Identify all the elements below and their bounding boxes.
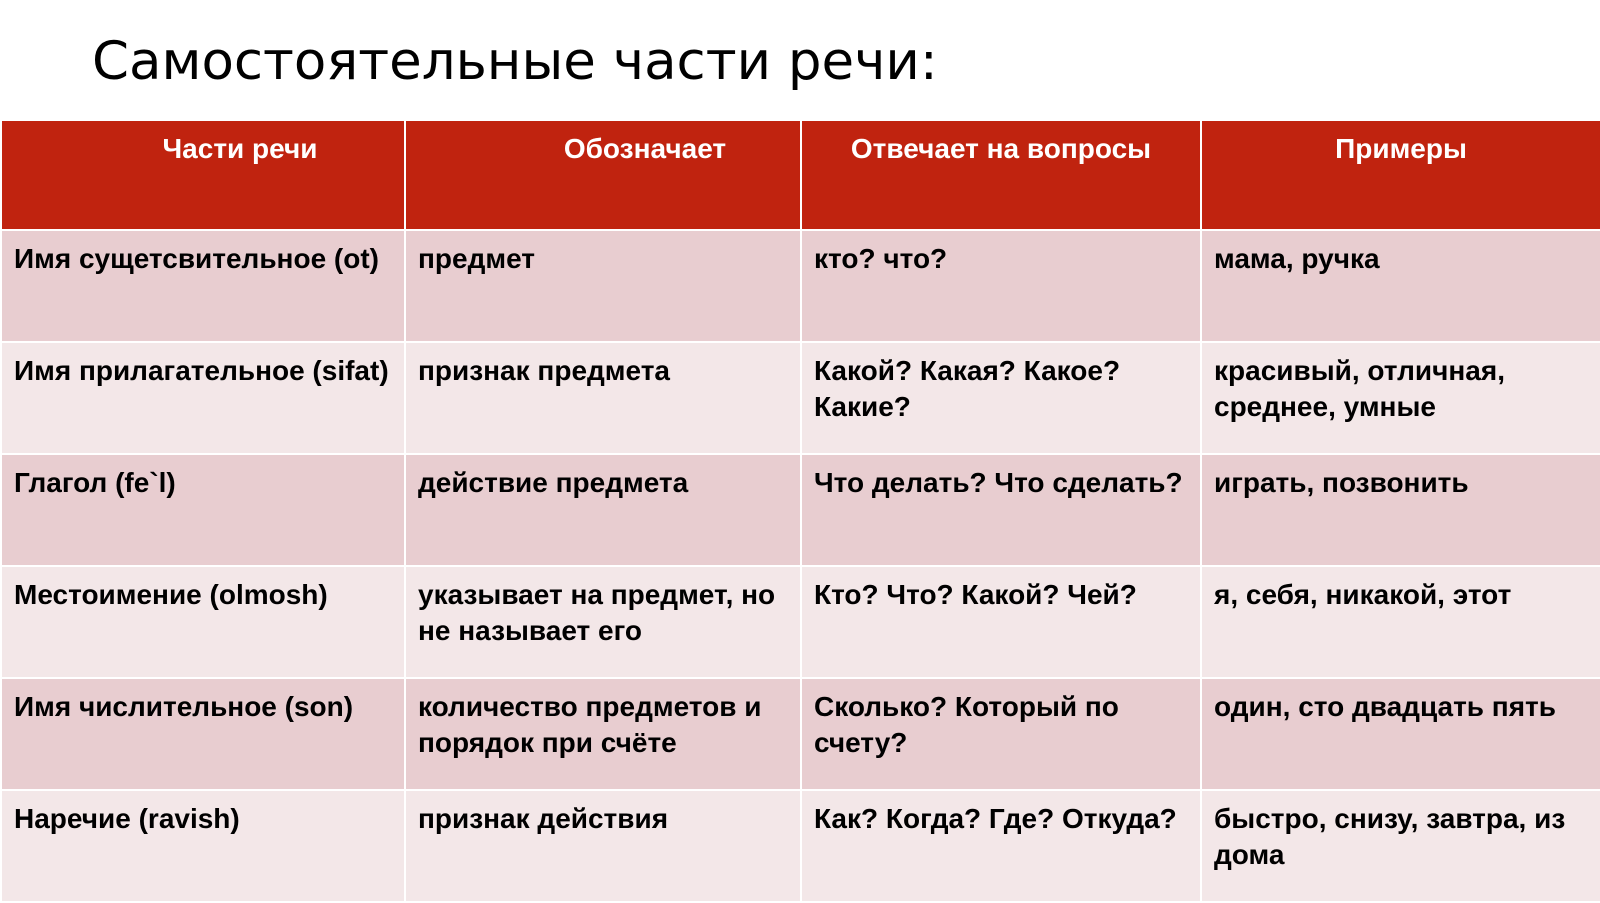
table-row — [1, 230, 1600, 342]
cell-meaning: количество предметов и порядок при счёте — [405, 678, 801, 790]
table-header-row — [1, 120, 1600, 230]
table-row — [1, 678, 1600, 790]
table-row — [1, 454, 1600, 566]
table-row — [1, 790, 1600, 902]
cell-part-of-speech: Имя числительное (son) — [1, 678, 405, 790]
cell-questions: Кто? Что? Какой? Чей? — [801, 566, 1201, 678]
cell-examples: быстро, снизу, завтра, из дома — [1201, 790, 1600, 902]
cell-part-of-speech: Местоимение (olmosh) — [1, 566, 405, 678]
cell-questions: Как? Когда? Где? Откуда? — [801, 790, 1201, 902]
header-part-of-speech: Части речи — [1, 120, 405, 230]
header-questions: Отвечает на вопросы — [801, 120, 1201, 230]
cell-questions: Сколько? Который по счету? — [801, 678, 1201, 790]
cell-part-of-speech: Имя сущетсвительное (ot) — [1, 230, 405, 342]
cell-questions: Какой? Какая? Какое? Какие? — [801, 342, 1201, 454]
header-examples: Примеры — [1201, 120, 1600, 230]
cell-examples: играть, позвонить — [1201, 454, 1600, 566]
parts-of-speech-table — [0, 119, 1600, 903]
cell-meaning: предмет — [405, 230, 801, 342]
page-title: Самостоятельные части речи: — [92, 31, 938, 92]
cell-meaning: действие предмета — [405, 454, 801, 566]
cell-meaning: указывает на предмет, но не называет его — [405, 566, 801, 678]
cell-examples: один, сто двадцать пять — [1201, 678, 1600, 790]
cell-part-of-speech: Глагол (fe`l) — [1, 454, 405, 566]
table-row — [1, 566, 1600, 678]
cell-meaning: признак действия — [405, 790, 801, 902]
cell-meaning: признак предмета — [405, 342, 801, 454]
cell-part-of-speech: Имя прилагательное (sifat) — [1, 342, 405, 454]
cell-examples: красивый, отличная, среднее, умные — [1201, 342, 1600, 454]
cell-examples: я, себя, никакой, этот — [1201, 566, 1600, 678]
cell-examples: мама, ручка — [1201, 230, 1600, 342]
cell-questions: кто? что? — [801, 230, 1201, 342]
cell-questions: Что делать? Что сделать? — [801, 454, 1201, 566]
table-row — [1, 342, 1600, 454]
cell-part-of-speech: Наречие (ravish) — [1, 790, 405, 902]
header-meaning: Обозначает — [405, 120, 801, 230]
